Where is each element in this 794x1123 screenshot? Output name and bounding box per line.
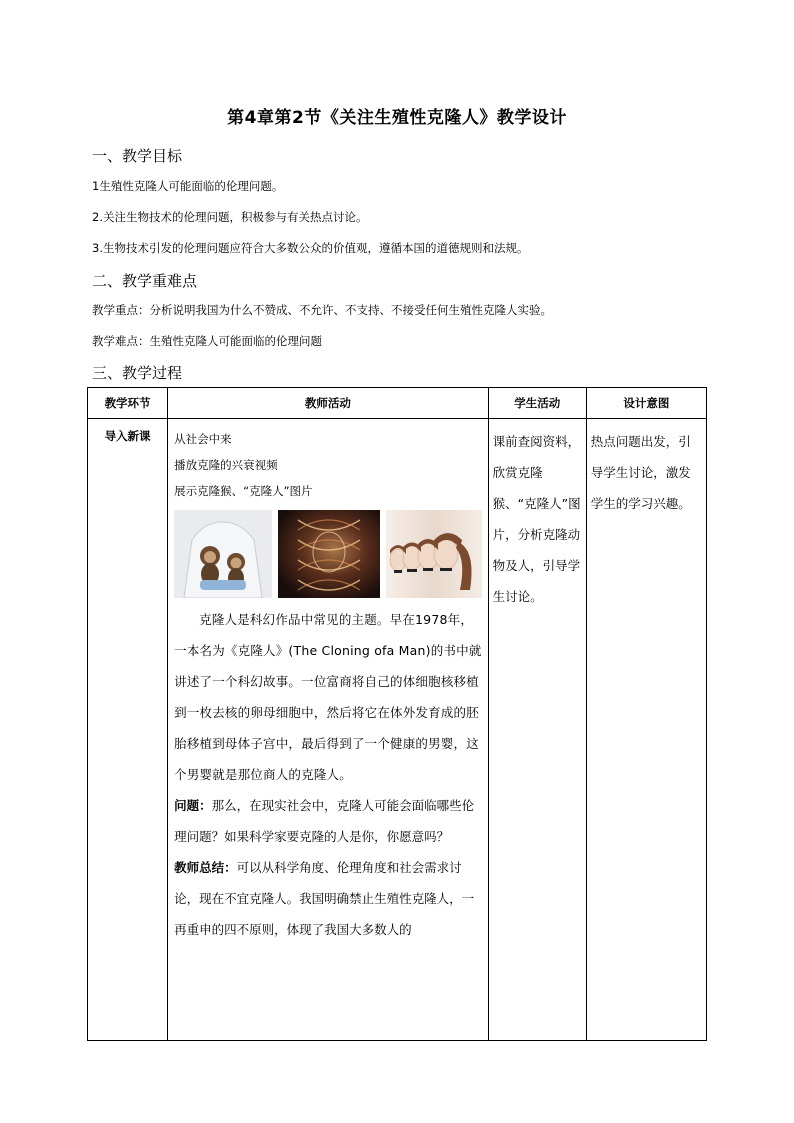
cloned-faces-photo — [386, 510, 482, 598]
stage-cell: 导入新课 — [88, 419, 168, 1041]
clone-story-paragraph: 克隆人是科幻作品中常见的主题。早在1978年，一本名为《克隆人》(The Cloning ofa Man)的书中就讲述了一个科幻故事。一位富商将自己的体细胞核移植到一枚去核的卵母细胞中，然后将它在体外发育成的胚胎移植到母体子宫中，最后得到了一个健康的男婴，这个男婴就是那位商人的克隆人。 — [174, 612, 482, 782]
goal-item: 1生殖性克隆人可能面临的伦理问题。 — [92, 179, 284, 193]
dna-helix-photo — [278, 510, 380, 598]
lesson-process-table — [87, 387, 707, 1041]
teacher-line: 播放克隆的兴衰视频 — [174, 458, 278, 472]
teacher-activity-cell — [168, 419, 489, 1041]
difficult-point: 教学难点：生殖性克隆人可能面临的伦理问题 — [92, 334, 322, 348]
summary-text: 可以从科学角度、伦理角度和社会需求讨论，现在不宜克隆人。我国明确禁止生殖性克隆人，一再重申的四不原则，体现了我国大多数人的 — [174, 860, 475, 937]
header-student-activity: 学生活动 — [488, 388, 586, 419]
table-row — [88, 419, 707, 1041]
question-text: 那么，在现实社会中，克隆人可能会面临哪些伦理问题？如果科学家要克隆的人是你，你愿意吗？ — [174, 798, 475, 844]
header-teacher-activity: 教师活动 — [168, 388, 489, 419]
goals-heading: 一、教学目标 — [92, 147, 183, 165]
table-header-row — [88, 388, 707, 419]
design-intent-cell: 热点问题出发，引导学生讨论，激发学生的学习兴趣。 — [586, 419, 706, 1041]
teacher-line: 从社会中来 — [174, 432, 232, 446]
cloned-monkey-photo — [174, 510, 272, 598]
student-activity-cell: 课前查阅资料，欣赏克隆猴、“克隆人”图片，分析克隆动物及人，引导学生讨论。 — [488, 419, 586, 1041]
goal-item: 2.关注生物技术的伦理问题，积极参与有关热点讨论。 — [92, 210, 368, 224]
summary-label: 教师总结： — [174, 860, 237, 875]
header-design-intent: 设计意图 — [586, 388, 706, 419]
header-stage: 教学环节 — [88, 388, 168, 419]
key-difficulty-heading: 二、教学重难点 — [92, 272, 198, 290]
image-strip — [174, 510, 482, 598]
teacher-line: 展示克隆猴、“克隆人”图片 — [174, 484, 313, 498]
question-paragraph — [174, 790, 482, 852]
question-label: 问题： — [174, 798, 212, 813]
key-point: 教学重点：分析说明我国为什么不赞成、不允许、不支持、不接受任何生殖性克隆人实验。 — [92, 303, 552, 317]
document-title: 第4章第2节《关注生殖性克隆人》教学设计 — [227, 108, 567, 128]
summary-paragraph — [174, 852, 482, 945]
process-heading: 三、教学过程 — [92, 364, 183, 382]
goal-item: 3.生物技术引发的伦理问题应符合大多数公众的价值观，遵循本国的道德规则和法规。 — [92, 241, 529, 255]
